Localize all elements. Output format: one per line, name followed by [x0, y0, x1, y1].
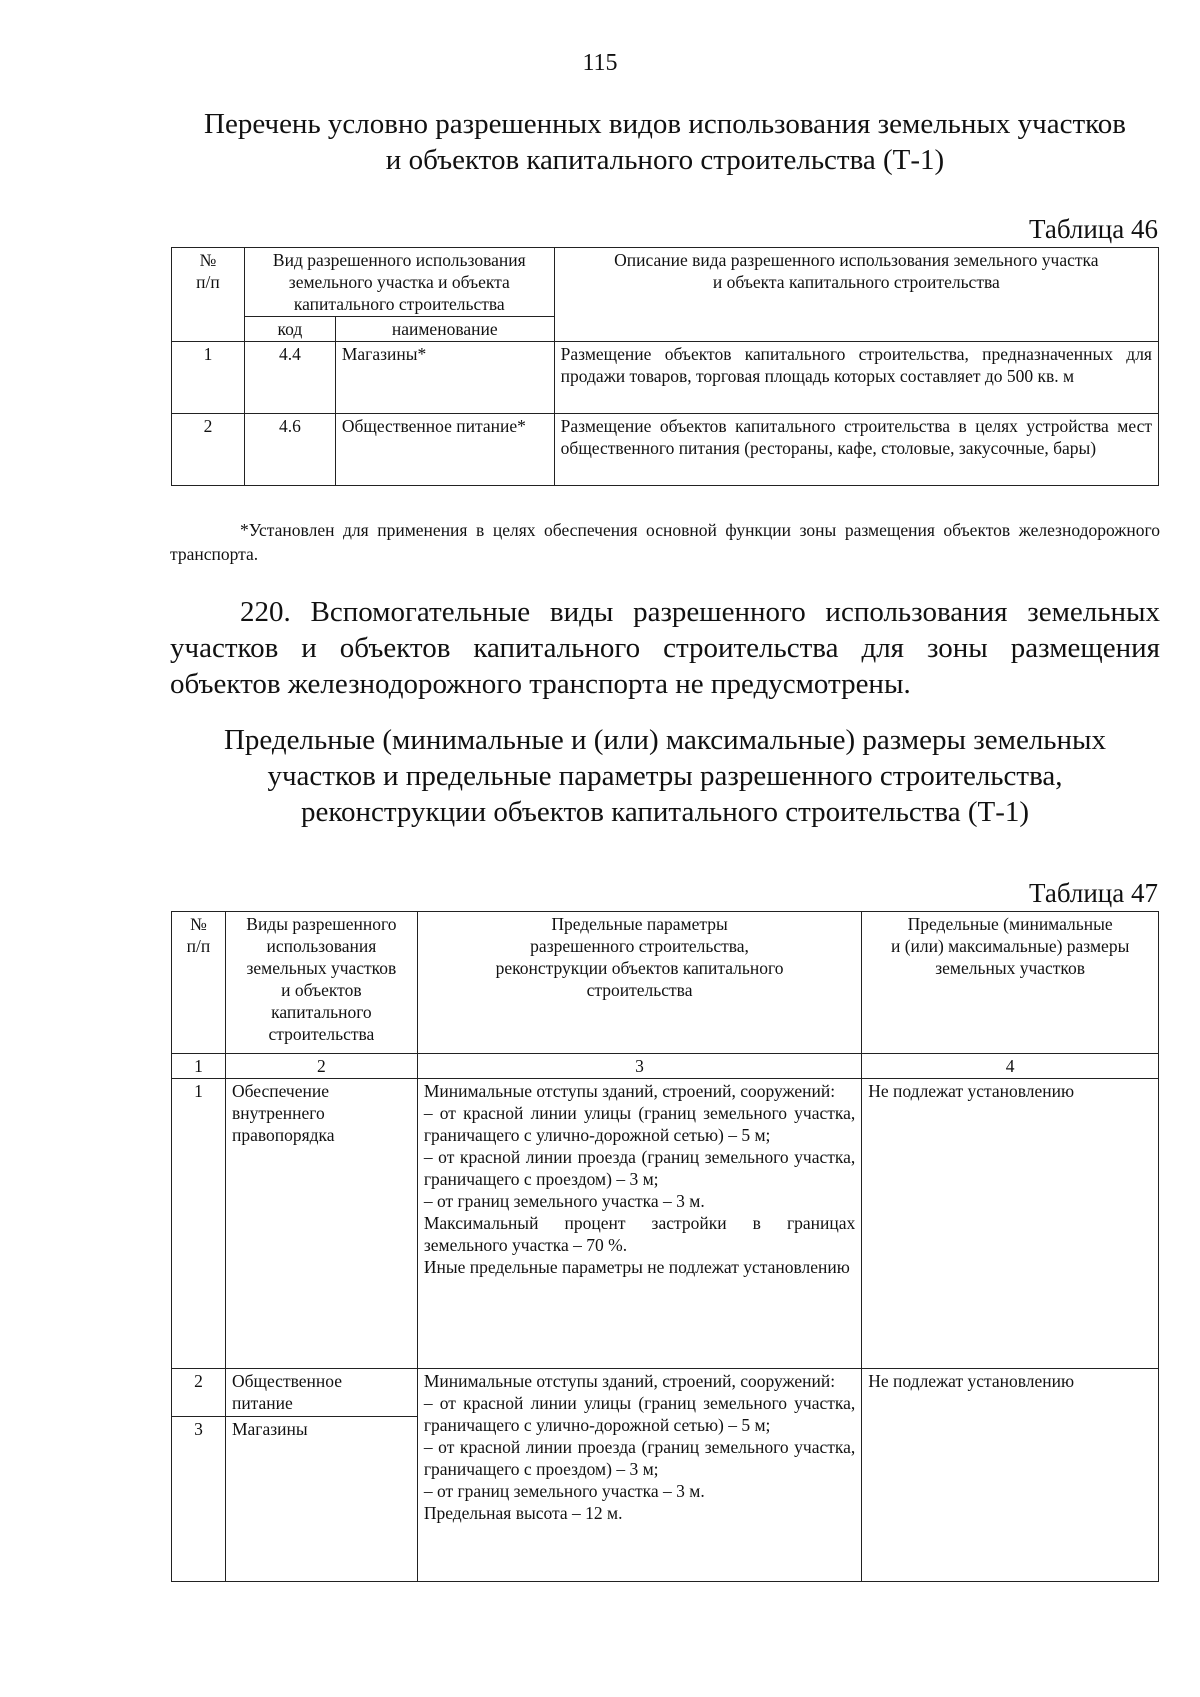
table-46: [171, 247, 1159, 486]
page-number: 115: [582, 50, 618, 76]
paragraph-220: 220. Вспомогательные виды разрешенного использования земельных участков и объектов капитального строительства для зоны размещения объектов железнодорожного транспорта не предусмотрены.: [170, 596, 1160, 700]
header-number-cell: [172, 912, 226, 1054]
header-line: Описание вида разрешенного использования земельного участка: [614, 250, 1099, 270]
row-name: Общественное питание*: [335, 414, 554, 486]
header-desc-cell: [554, 248, 1158, 342]
table-47: [171, 911, 1159, 1582]
param-line: Максимальный процент застройки в границах земельного участка – 70 %.: [423, 1213, 856, 1255]
kind-line: Обеспечение: [231, 1081, 329, 1101]
section-heading: [170, 722, 1160, 830]
param-line: – от красной линии улицы (границ земельного участка, граничащего с улично-дорожной сетью) – 5 м;: [423, 1393, 856, 1435]
kind-line: Магазины: [231, 1419, 308, 1439]
row-kind: [225, 1417, 417, 1582]
row-params: [417, 1079, 861, 1369]
header-line: капитального строительства: [293, 294, 505, 314]
header-line: строительства: [268, 1024, 375, 1044]
header-line: п/п: [196, 272, 220, 292]
row-kind: [225, 1369, 417, 1417]
heading-line: реконструкции объектов капитального строительства (Т-1): [300, 796, 1030, 828]
heading-line: Предельные (минимальные и (или) максимальные) размеры земельных: [223, 724, 1107, 756]
title-line: Перечень условно разрешенных видов использования земельных участков: [204, 108, 1126, 140]
kind-line: правопорядка: [231, 1125, 335, 1145]
header-line: земельных участков: [246, 958, 397, 978]
param-line: – от границ земельного участка – 3 м.: [423, 1481, 705, 1501]
table-row: [172, 1079, 1159, 1369]
column-number: 2: [225, 1054, 417, 1079]
header-name-cell: наименование: [335, 317, 554, 342]
header-line: Вид разрешенного использования: [272, 250, 526, 270]
row-params: [417, 1369, 861, 1582]
row-number: 3: [172, 1417, 226, 1582]
kind-line: внутреннего: [231, 1103, 325, 1123]
title-line: и объектов капитального строительства (Т-1): [385, 144, 945, 176]
header-line: №: [190, 914, 207, 934]
column-number: 3: [417, 1054, 861, 1079]
header-line: и (или) максимальные) размеры: [890, 936, 1130, 956]
row-kind: [225, 1079, 417, 1369]
heading-line: участков и предельные параметры разрешенного строительства,: [267, 760, 1063, 792]
column-number-row: [172, 1054, 1159, 1079]
row-number: 1: [172, 342, 245, 414]
header-line: и объекта капитального строительства: [712, 272, 1000, 292]
row-sizes: Не подлежат установлению: [862, 1369, 1159, 1582]
table-46-caption: Таблица 46: [1029, 214, 1158, 244]
header-line: реконструкции объектов капитального: [495, 958, 784, 978]
row-sizes: Не подлежат установлению: [862, 1079, 1159, 1369]
header-line: №: [199, 250, 217, 270]
kind-line: Общественное: [231, 1371, 342, 1391]
row-description: Размещение объектов капитального строительства, предназначенных для продажи товаров, торговая площадь которых составляет до 500 кв. м: [554, 342, 1158, 414]
header-line: капитального: [271, 1002, 372, 1022]
header-line: разрешенного строительства,: [530, 936, 749, 956]
table-row: [172, 414, 1159, 486]
header-kind-cell: [244, 248, 554, 317]
footnote: *Установлен для применения в целях обеспечения основной функции зоны размещения объектов железнодорожного транспорта.: [170, 520, 1160, 564]
header-params-cell: [417, 912, 861, 1054]
row-code: 4.6: [244, 414, 335, 486]
header-kind-cell: [225, 912, 417, 1054]
row-number: 2: [172, 1369, 226, 1417]
header-line: п/п: [186, 936, 211, 956]
row-description: Размещение объектов капитального строительства в целях устройства мест общественного питания (рестораны, кафе, столовые, закусочные, бары): [554, 414, 1158, 486]
header-line: Предельные параметры: [551, 914, 728, 934]
row-name: Магазины*: [335, 342, 554, 414]
row-number: 2: [172, 414, 245, 486]
header-line: и объектов: [281, 980, 362, 1000]
param-line: Иные предельные параметры не подлежат установлению: [423, 1257, 850, 1277]
param-line: – от границ земельного участка – 3 м.: [423, 1191, 705, 1211]
header-line: Предельные (минимальные: [907, 914, 1113, 934]
row-number: 1: [172, 1079, 226, 1369]
header-sizes-cell: [862, 912, 1159, 1054]
table-47-caption: Таблица 47: [1029, 878, 1158, 908]
header-line: Виды разрешенного: [246, 914, 397, 934]
row-code: 4.4: [244, 342, 335, 414]
header-number-cell: [172, 248, 245, 342]
column-number: 4: [862, 1054, 1159, 1079]
header-line: строительства: [586, 980, 693, 1000]
header-line: земельного участка и объекта: [288, 272, 510, 292]
kind-line: питание: [231, 1393, 293, 1413]
page-title: [170, 106, 1160, 178]
header-line: использования: [266, 936, 377, 956]
param-line: Минимальные отступы зданий, строений, сооружений:: [423, 1081, 836, 1101]
table-row: [172, 342, 1159, 414]
column-number: 1: [172, 1054, 226, 1079]
header-code-cell: код: [244, 317, 335, 342]
param-line: – от красной линии проезда (границ земельного участка, граничащего с проездом) – 3 м;: [423, 1147, 856, 1189]
param-line: – от красной линии улицы (границ земельного участка, граничащего с улично-дорожной сетью) – 5 м;: [423, 1103, 856, 1145]
param-line: – от красной линии проезда (границ земельного участка, граничащего с проездом) – 3 м;: [423, 1437, 856, 1479]
header-line: земельных участков: [935, 958, 1086, 978]
param-line: Минимальные отступы зданий, строений, сооружений:: [423, 1371, 836, 1391]
param-line: Предельная высота – 12 м.: [423, 1503, 623, 1523]
table-row: [172, 1369, 1159, 1417]
